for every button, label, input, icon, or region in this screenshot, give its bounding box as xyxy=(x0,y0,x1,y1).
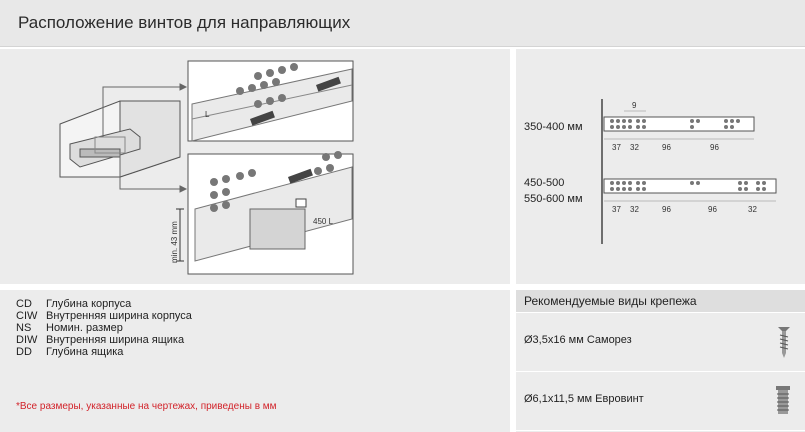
page-header xyxy=(0,0,805,47)
rail-row1 xyxy=(604,101,754,152)
spec-panel xyxy=(516,49,805,284)
dimensions-note: *Все размеры, указанные на чертежах, приведены в мм xyxy=(16,401,277,412)
svg-text:37: 37 xyxy=(612,205,621,214)
svg-text:96: 96 xyxy=(662,143,671,152)
detail-bottom xyxy=(170,151,353,274)
legend-item: DD Глубина ящика xyxy=(16,346,124,358)
fasteners-title: Рекомендуемые виды крепежа xyxy=(524,294,697,308)
min-height-label: min. 43 mm xyxy=(170,221,179,263)
rail-dimension-drawing xyxy=(598,99,778,249)
page-title: Расположение винтов для направляющих xyxy=(18,13,351,32)
svg-text:96: 96 xyxy=(662,205,671,214)
svg-text:37: 37 xyxy=(612,143,621,152)
fastener-label: Ø3,5x16 мм Саморез xyxy=(524,334,632,346)
illustration-panel xyxy=(0,49,510,284)
wood-screw-icon xyxy=(776,325,792,359)
svg-text:96: 96 xyxy=(710,143,719,152)
fastener-row-wood-screw xyxy=(516,313,805,372)
legend-item: DIW Внутренняя ширина ящика xyxy=(16,334,185,346)
fasteners-panel xyxy=(516,290,805,432)
dim-top: 9 xyxy=(632,101,637,110)
rail-mounting-illustration xyxy=(0,49,510,284)
fasteners-header xyxy=(516,290,805,313)
svg-text:32: 32 xyxy=(748,205,757,214)
legend-panel xyxy=(0,290,510,432)
euro-screw-icon xyxy=(774,384,792,418)
rail-row2 xyxy=(604,179,776,214)
rail-marking-bottom: 450 L xyxy=(313,217,334,226)
spec-label-row2b: 550-600 мм xyxy=(524,193,583,205)
detail-top xyxy=(188,61,353,141)
svg-text:32: 32 xyxy=(630,205,639,214)
rail-marking-top: L xyxy=(205,110,210,119)
legend-item: CIW Внутренняя ширина корпуса xyxy=(16,310,192,322)
legend-item: CD Глубина корпуса xyxy=(16,298,132,310)
spec-label-row2a: 450-500 xyxy=(524,177,565,189)
spec-label-row1: 350-400 мм xyxy=(524,121,583,133)
svg-text:96: 96 xyxy=(708,205,717,214)
svg-text:32: 32 xyxy=(630,143,639,152)
legend-item: NS Номин. размер xyxy=(16,322,123,334)
fastener-row-euro-screw xyxy=(516,372,805,431)
fastener-label: Ø6,1x11,5 мм Евровинт xyxy=(524,393,644,405)
